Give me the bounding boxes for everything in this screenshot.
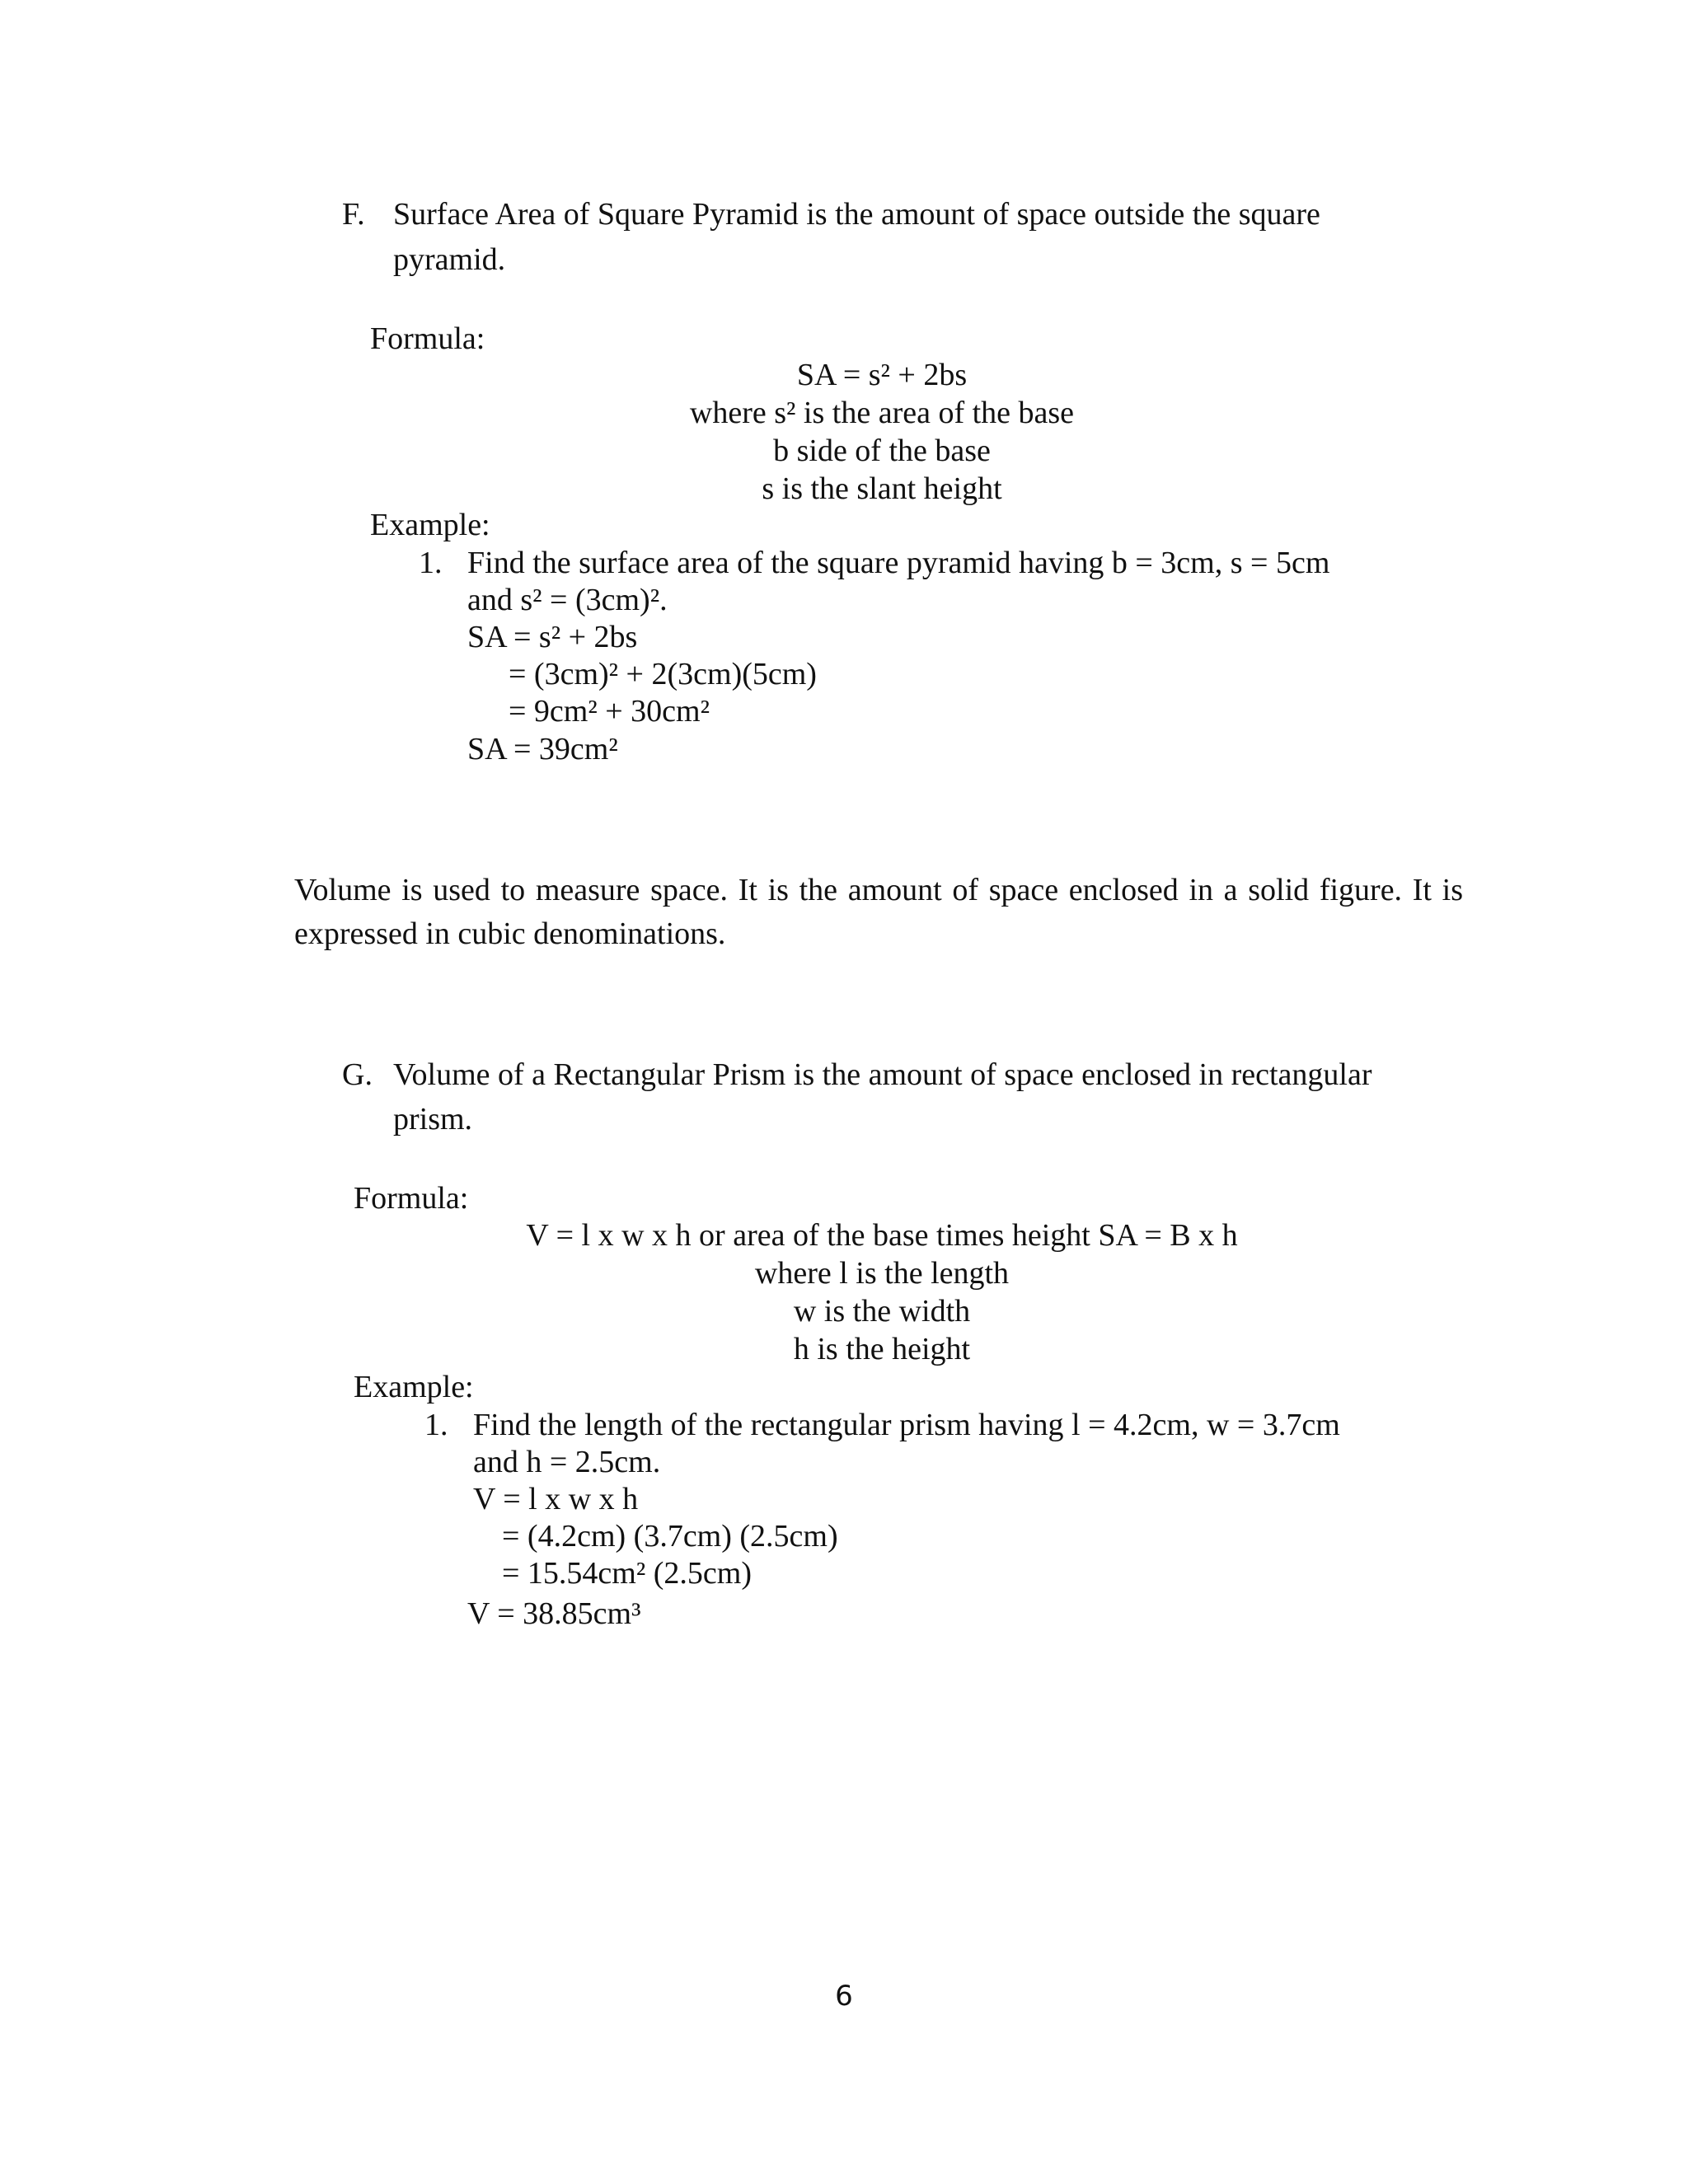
section-g-formula-line: where l is the length [754,1256,1010,1291]
section-f-formula-block [610,356,1154,508]
section-f-formula-line: where s² is the area of the base [689,396,1075,430]
section-g-formula-block [495,1216,1269,1368]
section-f-example-line: = (3cm)² + 2(3cm)(5cm) [509,657,817,691]
section-f-heading-text: Surface Area of Square Pyramid is the amount of space outside the square [393,197,1320,232]
section-g-formula-line: w is the width [793,1294,971,1329]
section-g-formula-line: V = l x w x h or area of the base times height SA = B x h [526,1218,1238,1253]
section-g-example-line: V = 38.85cm³ [467,1596,641,1631]
section-f-example-line: Find the surface area of the square pyramid having b = 3cm, s = 5cm [467,546,1330,580]
section-f-formula-line: s is the slant height [762,471,1002,506]
section-f-example-label: Example: [370,508,490,542]
section-g-example-line: V = l x w x h [473,1482,639,1516]
section-f-formula-line: SA = s² + 2bs [796,358,968,392]
section-f-example-line: and s² = (3cm)². [467,583,668,617]
section-g-marker: G. [342,1057,373,1092]
section-f-example-line: = 9cm² + 30cm² [509,694,710,729]
section-f-heading-line-1 [342,195,1320,233]
section-g-heading-line-2: prism. [393,1102,473,1137]
section-f-marker: F. [342,197,365,232]
section-g-formula-label: Formula: [354,1181,469,1216]
section-g-example-label: Example: [354,1370,474,1404]
section-g-example-line: Find the length of the rectangular prism having l = 4.2cm, w = 3.7cm [473,1408,1340,1442]
section-f-example-line: SA = s² + 2bs [467,620,638,654]
section-g-heading-line-1 [342,1056,1372,1094]
section-g-example-line: = 15.54cm² (2.5cm) [502,1556,752,1591]
volume-intro-paragraph: Volume is used to measure space. It is the amount of space enclosed in a solid figure. It is expressed in cubic denominations. [294,873,1463,951]
page-number: 6 [835,1980,853,2013]
section-g-example-line: and h = 2.5cm. [473,1445,661,1479]
section-f-example-line: SA = 39cm² [467,732,618,766]
section-g-heading-text: Volume of a Rectangular Prism is the amount of space enclosed in rectangular [393,1057,1372,1092]
section-f-example-number: 1. [419,546,443,580]
section-g-example-line: = (4.2cm) (3.7cm) (2.5cm) [502,1519,838,1554]
section-g-formula-line: h is the height [793,1332,971,1366]
section-f-formula-label: Formula: [370,321,485,356]
section-f-formula-line: b side of the base [773,434,991,468]
section-g-example-number: 1. [424,1408,448,1442]
section-f-heading-line-2: pyramid. [393,242,506,277]
